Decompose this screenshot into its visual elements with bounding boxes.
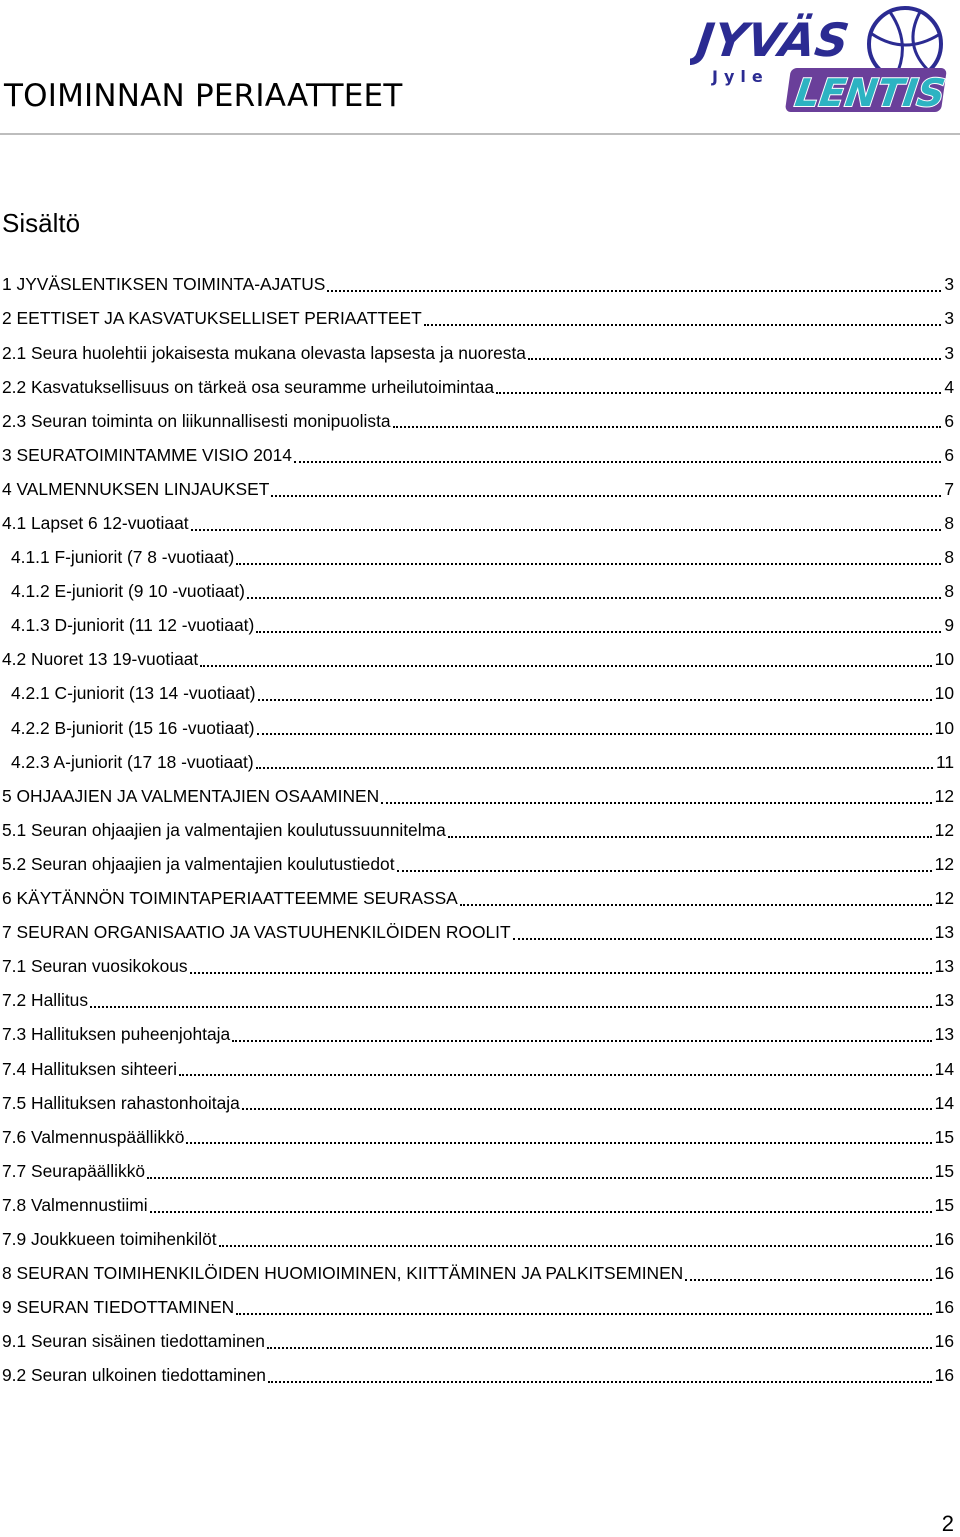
toc-entry-page: 12	[934, 819, 954, 840]
toc-dot-leader	[247, 597, 941, 599]
toc-entry-title: 2.1 Seura huolehtii jokaisesta mukana olevasta lapsesta ja nuoresta	[2, 342, 526, 363]
toc-entry[interactable]	[2, 984, 954, 1018]
header-divider	[0, 133, 960, 135]
toc-dot-leader	[90, 1006, 932, 1008]
toc-entry-title: 5 OHJAAJIEN JA VALMENTAJIEN OSAAMINEN	[2, 785, 380, 806]
toc-entry[interactable]	[2, 677, 954, 711]
toc-entry-title: 4.1 Lapset 6 12-vuotiaat	[2, 513, 189, 533]
toc-entry[interactable]	[2, 1189, 954, 1223]
toc-entry[interactable]	[2, 404, 954, 438]
toc-entry-title: 8 SEURAN TOIMIHENKILÖIDEN HUOMIOIMINEN, KIITTÄMINEN JA PALKITSEMINEN	[2, 1263, 684, 1284]
toc-entry-page: 12	[934, 888, 954, 909]
toc-entry[interactable]	[2, 575, 954, 609]
toc-dot-leader	[528, 358, 941, 360]
toc-dot-leader	[242, 1108, 932, 1110]
toc-entry[interactable]	[2, 882, 954, 916]
toc-entry[interactable]	[2, 268, 954, 302]
toc-dot-leader	[219, 1245, 932, 1247]
toc-entry-page: 9	[944, 615, 954, 636]
toc-entry-title: 4.1.3 D-juniorit (11 12 -vuotiaat)	[11, 615, 255, 636]
toc-dot-leader	[257, 733, 932, 735]
toc-entry[interactable]	[2, 370, 954, 404]
toc-entry-title: 4.1.1 F-juniorit (7 8 -vuotiaat)	[11, 547, 235, 568]
toc-entry-page: 16	[934, 1228, 954, 1249]
toc-entry-page: 6	[944, 444, 954, 465]
toc-dot-leader	[271, 495, 941, 497]
toc-entry-title: 5.1 Seuran ohjaajien ja valmentajien koulutussuunnitelma	[2, 819, 446, 840]
toc-dot-leader	[513, 938, 932, 940]
toc-entry-title: 4.2.3 A-juniorit (17 18 -vuotiaat)	[11, 751, 254, 772]
toc-entry-title: 2 EETTISET JA KASVATUKSELLISET PERIAATTEET	[2, 308, 422, 329]
toc-entry-page: 10	[934, 649, 954, 670]
toc-entry[interactable]	[2, 1052, 954, 1086]
toc-entry-page: 4	[944, 376, 954, 397]
toc-entry-title: 7.3 Hallituksen puheenjohtaja	[2, 1024, 231, 1045]
toc-entry-page: 16	[934, 1297, 954, 1318]
toc-entry[interactable]	[2, 814, 954, 848]
toc-dot-leader	[147, 1177, 932, 1179]
toc-entry-page: 7	[944, 478, 954, 499]
toc-entry-page: 10	[934, 683, 954, 704]
toc-entry-title: 7.6 Valmennuspäällikkö	[2, 1126, 185, 1147]
toc-entry-title: 9.1 Seuran sisäinen tiedottaminen	[2, 1331, 265, 1352]
toc-entry-title: 3 SEURATOIMINTAMME VISIO 2014	[2, 444, 292, 465]
toc-entry[interactable]	[2, 711, 954, 745]
toc-entry-page: 11	[935, 751, 954, 772]
toc-dot-leader	[191, 529, 942, 531]
toc-entry-page: 13	[934, 1024, 954, 1045]
toc-entry[interactable]	[2, 848, 954, 882]
toc-dot-leader	[496, 392, 941, 394]
toc-entry[interactable]	[2, 507, 954, 541]
toc-dot-leader	[267, 1347, 932, 1349]
toc-dot-leader	[179, 1074, 932, 1076]
page-number: 2	[941, 1511, 954, 1536]
toc-dot-leader	[268, 1381, 932, 1383]
toc-dot-leader	[393, 426, 942, 428]
toc-entry[interactable]	[2, 779, 954, 813]
toc-entry-page: 12	[934, 853, 954, 874]
toc-entry[interactable]	[2, 1223, 954, 1257]
toc-entry[interactable]	[2, 1086, 954, 1120]
toc-entry-page: 14	[934, 1092, 954, 1113]
toc-entry[interactable]	[2, 438, 954, 472]
toc-entry[interactable]	[2, 473, 954, 507]
toc-entry-page: 8	[944, 513, 954, 533]
toc-dot-leader	[327, 290, 941, 292]
toc-entry-title: 2.3 Seuran toiminta on liikunnallisesti monipuolista	[2, 410, 391, 431]
toc-entry-page: 8	[944, 547, 954, 568]
logo-text-bottom: LENTIS	[792, 72, 948, 116]
toc-entry-title: 5.2 Seuran ohjaajien ja valmentajien koulutustiedot	[2, 853, 395, 874]
toc-dot-leader	[236, 1313, 931, 1315]
toc-dot-leader	[448, 836, 932, 838]
logo-text-small: Jyle	[712, 67, 769, 86]
toc-heading: Sisältö	[2, 208, 81, 238]
toc-dot-leader	[232, 1040, 931, 1042]
toc-entry-title: 7.1 Seuran vuosikokous	[2, 956, 188, 977]
toc-entry-title: 6 KÄYTÄNNÖN TOIMINTAPERIAATTEEMME SEURASSA	[2, 888, 458, 909]
toc-entry[interactable]	[2, 1120, 954, 1154]
toc-dot-leader	[460, 904, 932, 906]
toc-entry-title: 7 SEURAN ORGANISAATIO JA VASTUUHENKILÖIDEN ROOLIT	[2, 922, 511, 943]
toc-entry-page: 3	[944, 274, 954, 295]
toc-entry[interactable]	[2, 609, 954, 643]
toc-entry-title: 7.2 Hallitus	[2, 990, 89, 1011]
toc-entry[interactable]	[2, 302, 954, 336]
toc-dot-leader	[190, 972, 932, 974]
toc-dot-leader	[397, 870, 932, 872]
toc-entry-page: 16	[934, 1331, 954, 1352]
toc-entry-page: 3	[944, 342, 954, 363]
toc-entry[interactable]	[2, 1018, 954, 1052]
toc-entry-page: 10	[934, 717, 954, 738]
toc-entry-title: 7.9 Joukkueen toimihenkilöt	[2, 1228, 217, 1249]
toc-entry[interactable]	[2, 1291, 954, 1325]
toc-entry[interactable]	[2, 643, 954, 677]
toc-dot-leader	[258, 699, 932, 701]
toc-entry-page: 8	[944, 581, 954, 602]
toc-entry-title: 7.5 Hallituksen rahastonhoitaja	[2, 1092, 240, 1113]
toc-entry-title: 7.8 Valmennustiimi	[2, 1194, 148, 1215]
toc-entry-page: 13	[934, 990, 954, 1011]
toc-entry[interactable]	[2, 1325, 954, 1359]
toc-entry-page: 13	[934, 922, 954, 943]
table-of-contents	[2, 268, 954, 1393]
toc-entry-page: 15	[934, 1194, 954, 1215]
toc-entry-title: 4.2 Nuoret 13 19-vuotiaat	[2, 649, 199, 670]
toc-entry-page: 15	[934, 1160, 954, 1181]
toc-entry[interactable]	[2, 745, 954, 779]
toc-dot-leader	[256, 631, 941, 633]
toc-entry-page: 3	[944, 308, 954, 329]
toc-entry-page: 16	[934, 1365, 954, 1386]
toc-entry-page: 12	[934, 785, 954, 806]
toc-dot-leader	[424, 324, 942, 326]
document-title: TOIMINNAN PERIAATTEET	[4, 78, 403, 114]
toc-entry-title: 1 JYVÄSLENTIKSEN TOIMINTA-AJATUS	[2, 274, 326, 295]
toc-entry[interactable]	[2, 1359, 954, 1393]
toc-entry-title: 4.2.2 B-juniorit (15 16 -vuotiaat)	[11, 717, 255, 738]
toc-dot-leader	[200, 665, 931, 667]
toc-entry-page: 14	[934, 1058, 954, 1079]
toc-entry-title: 4.1.2 E-juniorit (9 10 -vuotiaat)	[11, 581, 245, 602]
toc-entry[interactable]	[2, 541, 954, 575]
toc-entry[interactable]	[2, 336, 954, 370]
toc-entry-title: 2.2 Kasvatuksellisuus on tärkeä osa seuramme urheilutoimintaa	[2, 376, 495, 397]
toc-entry-title: 9.2 Seuran ulkoinen tiedottaminen	[2, 1365, 266, 1386]
toc-entry-page: 13	[934, 956, 954, 977]
toc-dot-leader	[236, 563, 941, 565]
toc-entry[interactable]	[2, 1257, 954, 1291]
toc-entry-page: 15	[934, 1126, 954, 1147]
toc-dot-leader	[294, 461, 941, 463]
toc-entry-title: 4 VALMENNUKSEN LINJAUKSET	[2, 478, 270, 499]
toc-entry-title: 9 SEURAN TIEDOTTAMINEN	[2, 1297, 235, 1318]
toc-entry-page: 6	[944, 410, 954, 431]
toc-dot-leader	[186, 1142, 931, 1144]
toc-entry-page: 16	[934, 1263, 954, 1284]
toc-entry-title: 7.4 Hallituksen sihteeri	[2, 1058, 177, 1079]
toc-dot-leader	[256, 767, 933, 769]
toc-entry[interactable]	[2, 950, 954, 984]
toc-dot-leader	[150, 1211, 932, 1213]
logo-text-top: JYVÄS	[693, 13, 853, 67]
jyvaslentis-logo	[690, 4, 958, 118]
toc-entry[interactable]	[2, 1154, 954, 1188]
toc-entry[interactable]	[2, 916, 954, 950]
toc-dot-leader	[685, 1279, 931, 1281]
toc-dot-leader	[381, 802, 931, 804]
toc-entry-title: 7.7 Seurapäällikkö	[2, 1160, 146, 1181]
toc-entry-title: 4.2.1 C-juniorit (13 14 -vuotiaat)	[11, 683, 256, 704]
